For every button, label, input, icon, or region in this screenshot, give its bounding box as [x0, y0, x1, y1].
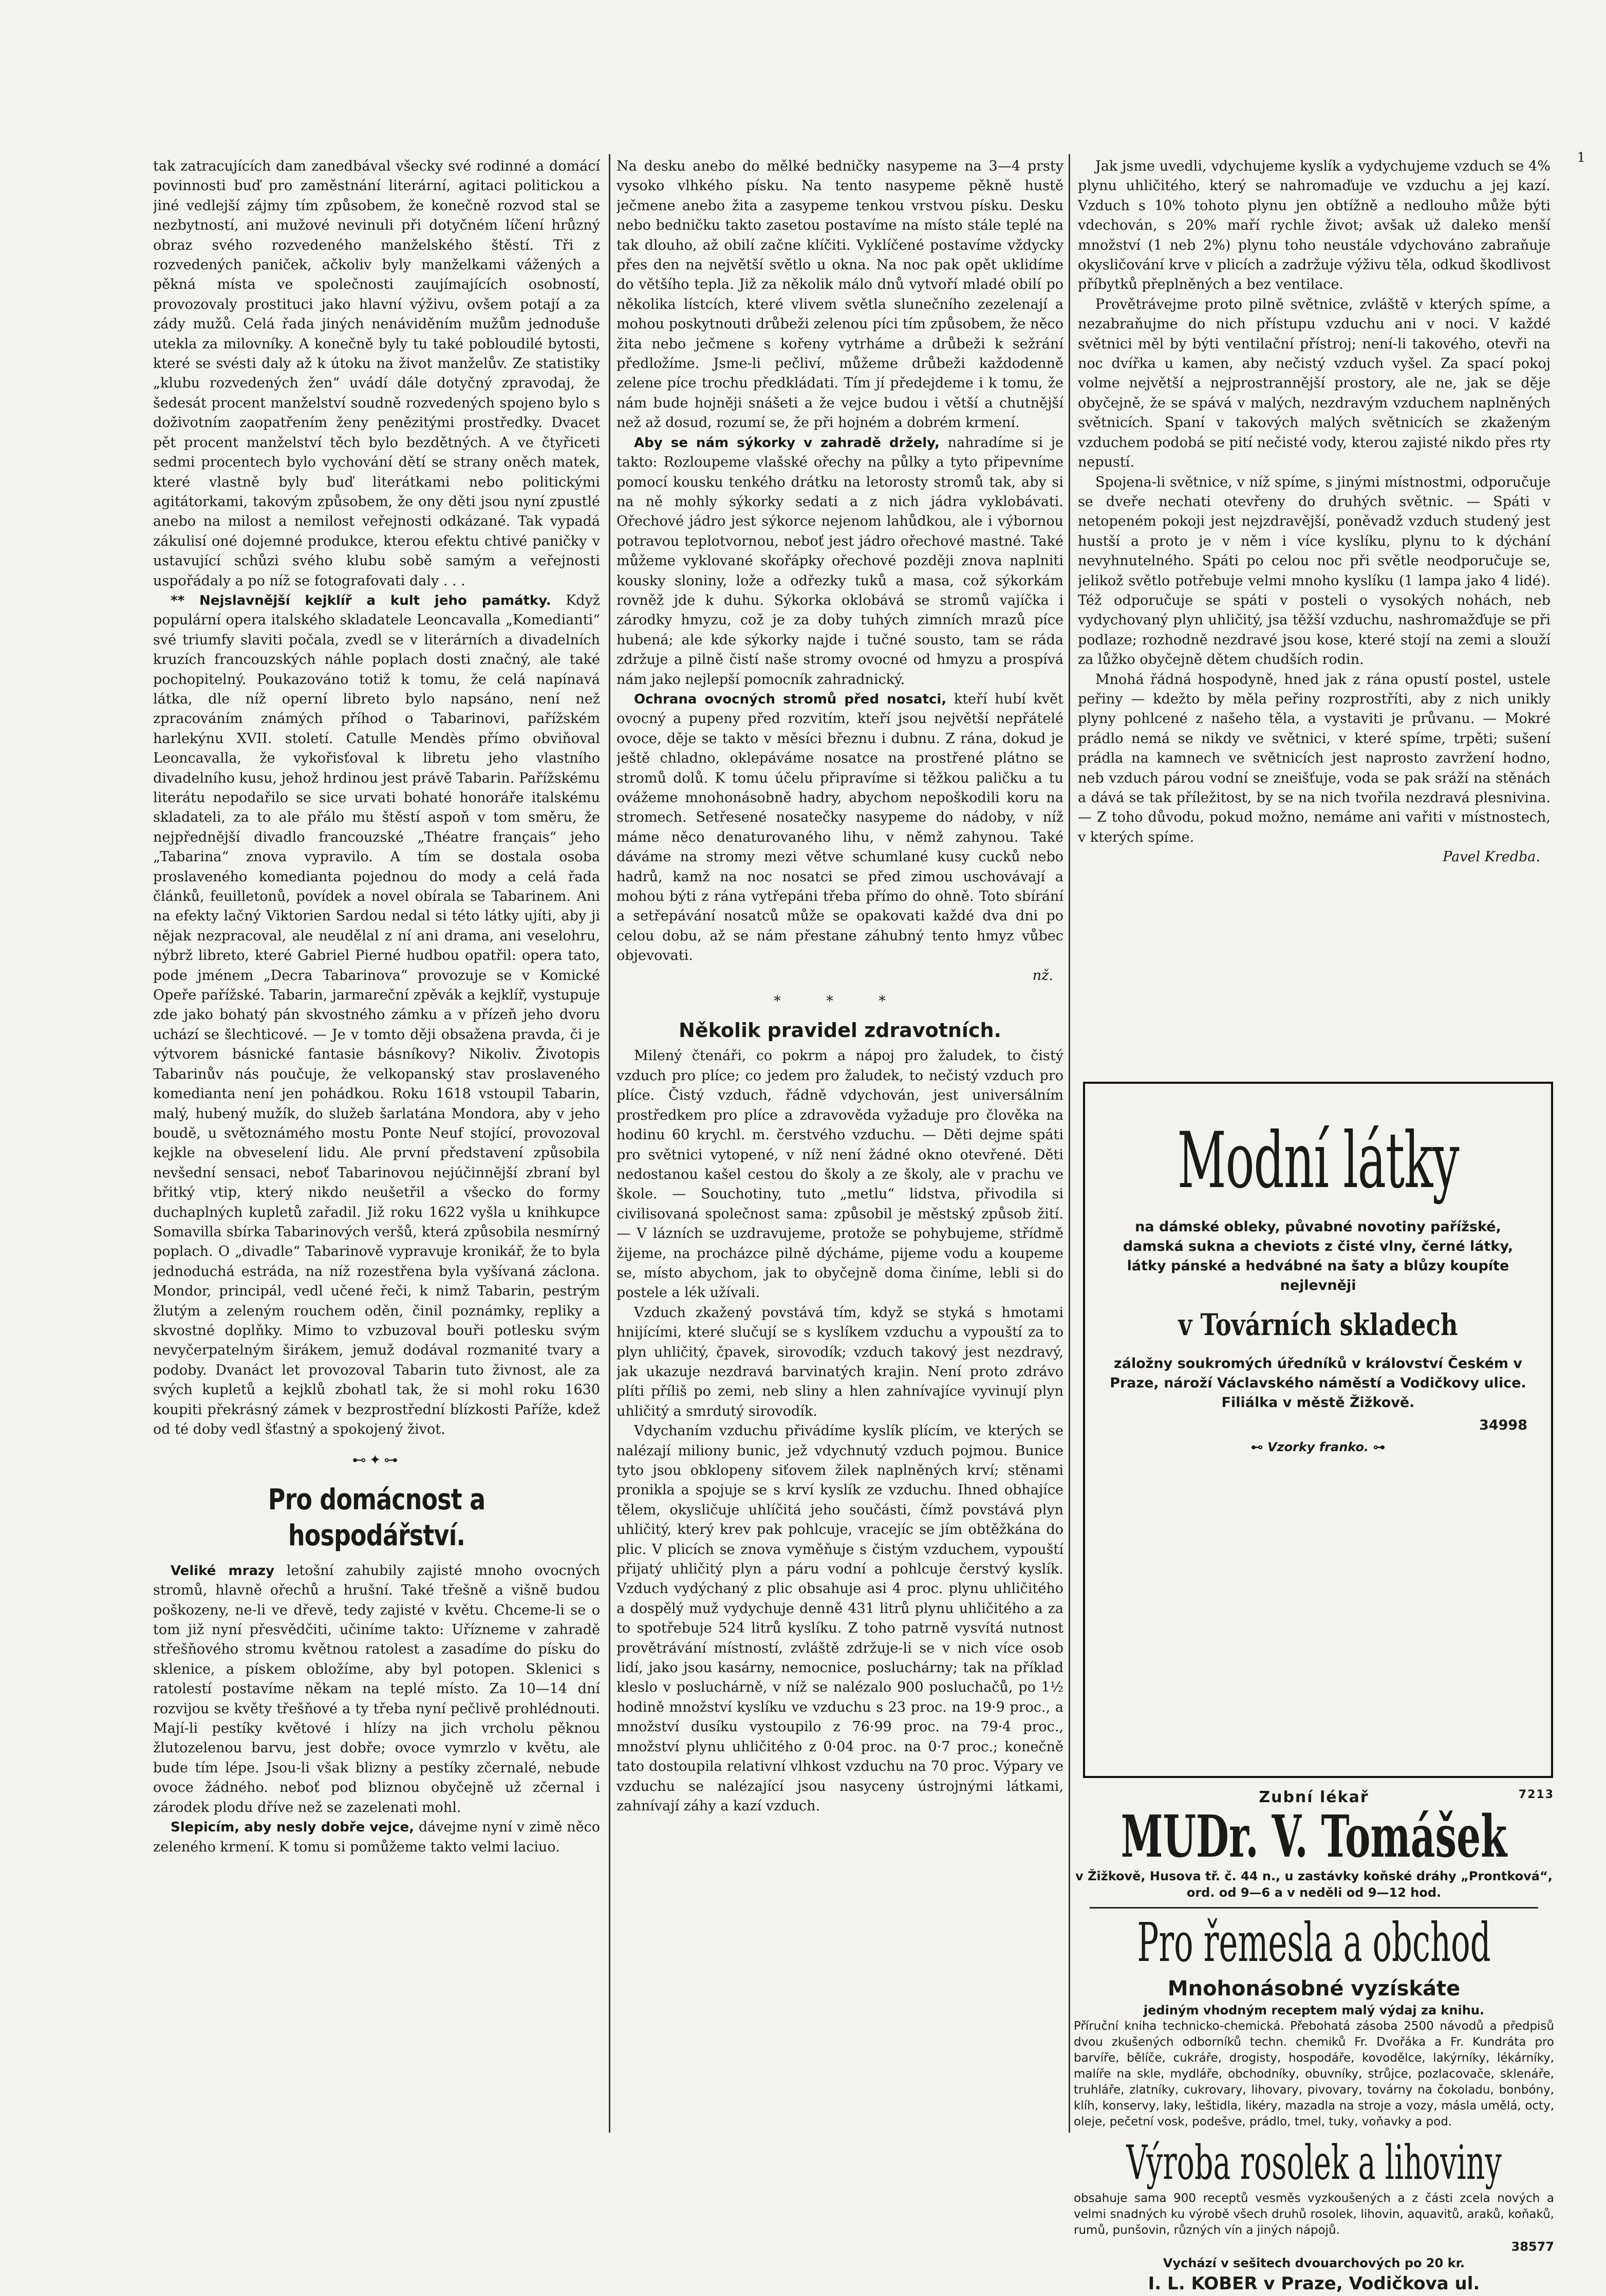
ad-book-intro: jediným vhodným receptem malý výdaj za knihu.	[1143, 2003, 1485, 2017]
article-paragraph: Spojena-li světnice, v níž spíme, s jinými místnostmi, odporučuje se dveře nechati otevřeny do druhých světnic. — Spáti v netopeném pokoji jest nejzdravější, poněvadž vzduch studený jest hustší a proto je v něm i více kyslíku, plynu to k dýchání nevyhnutelného. Spáti po celou noc při světle neodporučuje se, jelikož světlo potřebuje velmi mnoho kyslíku (1 lampa jako 4 lidé). Též odporučuje se spáti v posteli o vysokých nohách, neb vydychovaný plyn uhličitý, jsa těžší vzduchu, nashromažďuje se při podlaze; rozhodně nezdravé jsou kose, které stojí na zemi a slouží za lůžko obyčejně dětem chudších rodin.	[1078, 474, 1551, 668]
advertisement-column	[1074, 1788, 1554, 2296]
article-body: dávejme nyní v zimě něco zeleného krmení. K tomu si pomůžeme takto velmi laciuo.	[153, 1819, 600, 1855]
ad-number: 38577	[1511, 2239, 1554, 2254]
ornament-divider: ⊷✦⊶	[352, 1452, 401, 1469]
article-body: letošní zahubily zajisté mnoho ovocných stromů, hlavně ořechů a hrušní. Také třešně a višně budou poškozeny, ne-li ve dřevě, tedy zajisté v květu. Chceme-li se o tom již nyní přesvědčiti, učiníme takto: Uřízneme v zahradě střešňového stromu květnou ratolest a zasadíme do písku do sklenice, a pískem obložíme, aby byl potopen. Sklenici s ratolestí postavíme někam na teplé místo. Za 10—14 dní rozvijou se květy třešňové a ty třeba nyní pečlivě prohlédnouti. Mají-li pestíky květové i hlízy na jich vrcholu pěknou žlutozelenou barvu, jest dobře; ovoce vymrzlo v květu, ale bude tím lépe. Jsou-li však blizny a pestíky zčernalé, nebude ovoce žádného. neboť pod bliznou obyčejně už zčernal i zárodek plodu dříve než se zazelenati mohl.	[153, 1562, 600, 1816]
article-body: kteří hubí květ ovocný a pupeny před rozvitím, kteří jsou největší nepřátelé ovoce, děje se takto v měsíci březnu i dubnu. Z rána, dokud je ještě chladno, oklepáváme nosatce na prostřené plátno se stromů dolů. K tomu účelu připravíme si těžkou paličku a tu ovážeme mnohonásobně hadry, abychom nepoškodili koru na stromech. Setřesené nosatečky nasypeme do nádoby, v níž máme něco denaturovaného lihu, v němž zahynou. Také dáváme na stromy mezi větve schumlané kusy cucků nebo hadrů, kamž na noc nosatci se před zimou uschovávají a mohou býti z rána vytřepáni třeba přímo do ohně. Toto sbírání a setřepávání nosatců může se opakovati každé dva dni po celou dobu, až se nám přestane záhubný tento hmyz vůbec objevovati.	[617, 691, 1063, 964]
article-title: Několik pravidel zdravotních.	[679, 1019, 1001, 1042]
article-paragraph: Jak jsme uvedli, vdychujeme kyslík a vydychujeme vzduch se 4% plynu uhličitého, který se nahromaďuje ve vzduchu a jej kazí. Vzduch s 10% tohoto plynu jen obtížně a nedlouho může býti vdechován, s 20% maří rychle život; avšak už daleko menší množství (1 neb 2%) plynu toho neustále vdychováno zabraňuje okysličování krve v plicích a zadržuje výživu těla, odkud škodlivost příbytků přeplněných a bez ventilace.	[1078, 158, 1551, 293]
ad-book-subheadline: Mnohonásobné vyzískáte	[1167, 1977, 1461, 2001]
column-rule	[1069, 154, 1070, 2133]
ad-subheadline: v Továrních skladech	[1178, 1307, 1458, 1342]
page-number: 1	[1577, 150, 1585, 165]
ad-dentist-address: v Žižkově, Husova tř. č. 44 n., u zastávky koňské dráhy „Prontková“, ord. od 9—6 a v neděli od 9—12 hod.	[1075, 1869, 1553, 1900]
ad-text: záložny soukromých úředníků v království Českém v Praze, nároží Václavského náměstí a Vodičkovy ulice. Filiálka v městě Žižkově.	[1110, 1356, 1526, 1411]
ad-label-text: Zubní lékař	[1259, 1788, 1369, 1806]
advertisement-fabrics	[1083, 1082, 1553, 1778]
article-paragraph	[153, 1561, 600, 1818]
article-paragraph	[153, 591, 600, 1439]
ad-publisher: I. L. KOBER v Praze, Vodičkova ul.	[1148, 2273, 1480, 2294]
article-lead: Slepicím, aby nesly dobře vejce,	[171, 1820, 414, 1836]
column-2	[617, 157, 1063, 2161]
article-paragraph: Vdychaním vzduchu přivádíme kyslík plícím, ve kterých se nalézají miliony bunic, jež vdychnutý vzduch pojmou. Bunice tyto jsou obklopeny siťovem žilek naplněných krví; stěnami pronikla a spojuje se s krví kyslík ze vzduchu. Ihned obhajíce tělem, okysličuje uhlíčitá jeho součásti, čímž povstává plyn uhličitý, který krev pak pohlcuje, vracejíc se jím obtěžkána do plic. V plicích se znova vyměňuje s čistým vzduchem, vypouští přijatý uhličitý plyn a páru vodní a pohlcuje čerstvý kyslík. Vzduch vydýchaný z plic obsahuje asi 4 proc. plynu uhličitého a dospělý muž vydychuje denně 431 litrů plynu uhličitého a za to spotřebuje 524 litrů kyslíku. Z toho patrně vysvítá nutnost provětrávání místností, zvláště zdržuje-li se v nich více osob lidí, jako jsou kasárny, nemocnice, posluchárny; tak na příklad kleslo v posluchárně, v níž se nalézalo 900 posluchačů, po 1½ hodině množství kyslíku ve vzduchu s 23 proc. na 19·9 proc., a množství dusíku vystoupilo z 76·99 proc. na 79·4 proc., množství plynu uhličitého z 0·04 proc. na 0·7 proc.; konečně tato dostoupila relativní vlhkost vzduchu na 70 proc. Výpary ve vzduchu se nalézající jsou nasyceny ústrojnými látkami, zahnívají záhy a kazí vzduch.	[617, 1423, 1063, 1814]
ad-samples-note: ⊷ Vzorky franko. ⊶	[1250, 1440, 1386, 1454]
column-3	[1078, 157, 1551, 1071]
article-paragraph: Mnohá řádná hospodyně, hned jak z rána opustí postel, ustele peřiny — kdežto by měla peřiny rozprostříti, aby z nich unikly plyny pohlcené z našeho těla, a vystaviti je průvanu. — Mokré prádlo nemá se nikdy ve světnici, v které spíme, trpěti; sušení prádla na kamnech ve světnicích jest naprosto zavržení hodno, neb vzduch párou vodní se zneišťuje, voda se pak sráží na stěnách a dává se tak příležitost, by se na nich tvořila nezdravá plesnivina. — Z toho důvodu, pokud možno, nemáme ani vařiti v místnostech, v kterých spíme.	[1078, 671, 1551, 845]
article-lead: Aby se nám sýkorky v zahradě držely,	[634, 435, 940, 451]
article-paragraph: Na desku anebo do mělké bedničky nasypeme na 3—4 prsty vysoko vlhkého písku. Na tento nasypeme pěkně hustě ječmene anebo žita a zasypeme tenkou vrstvou písku. Desku nebo bedničku takto zasetou postavíme na místo stále teplé na tak dlouho, až obilí začne klíčiti. Vyklíčené postavíme vždycky přes den na největší světlo u okna. Na noc pak opět uklidíme do většího tepla. Již za několik málo dnů vytvoří mladé obilí po několika lístcích, které vlivem světla slunečního zezelenají a mohou poskytnouti drůbeži zelenou píci tím způsobem, že něco žita nebo ječmene s kořeny vytrháme a drůbeži k sežrání předložíme. Jsme-li pečliví, můžeme drůbeži každodenně zelene píce trochu předkládati. Tím jí předejdeme i k tomu, že nám bude hojněji snášeti a že vejce budou i větší a chutnější než až dosud, rozumí se, že při hojném a dobrém krmení.	[617, 158, 1063, 431]
ad-text: na dámské obleky, půvabné novotiny pařížské, damská sukna a cheviots z čisté vlny, černé látky, látky pánské a hedvábné na šaty a blůzy koupíte nejlevněji	[1123, 1219, 1514, 1293]
article-body: nahradíme si je takto: Rozloupeme vlašské ořechy na půlky a tyto připevníme pomocí kousku tenkého drátku na letorosty stromů tak, aby si na ně mohly sýkorky sedati a z nich jádra vyklobávati. Ořechové jádro jest sýkorce nejenom lahůdkou, ale i výbornou potravou teplotvornou, neboť jest jádro ořechové mastné. Také můžeme vyklované skořápky ořechové později znova naplniti kousky sloniny, lože a odřezky tuků a masa, což sýkorkám rovněž jde k duhu. Sýkorka oklobává se stromů vajíčka i zárodky hmyzu, což je za doby tuhých zimních mrazů píce hubená; ale kde sýkorky najde i tučné sousto, tam se ráda zdržuje a pilně čistí naše stromy ovocné od hmyzu a prospívá nám jako nejlepší pomocník zahradnický.	[617, 434, 1063, 688]
ad-number: 34998	[1479, 1417, 1527, 1433]
ad-book-headline-2: Výroba rosolek a lihoviny	[1126, 2135, 1502, 2190]
star-divider: * * *	[774, 993, 906, 1010]
ad-number: 7213	[1518, 1788, 1554, 1801]
ad-price-note: Vychází v sešitech dvouarchových po 20 kr.	[1163, 2256, 1465, 2270]
ad-book-body: Příruční kniha technicko-chemická. Přebohatá zásoba 2500 návodů a předpisů dvou zkušených odborníků techn. chemiků Fr. Dvořáka a Fr. Kundráta pro barvíře, bělíče, cukráře, drogisty, hospodáře, kovodělce, lakýrníky, lékárníky, malíře na skle, mydláře, obchodníky, obuvníky, strůjce, pozlacovače, sklenáře, truhláře, zlatníky, cukrovary, lihovary, pivovary, továrny na čokoladu, bonbóny, klíh, konservy, laky, leštidla, likéry, mazadla na stroje a vozy, másla umělá, octy, oleje, pečetní vosk, podešve, prádlo, tmel, tuky, voňavky a pod.	[1074, 2020, 1554, 2128]
column-1	[153, 157, 600, 2161]
article-paragraph: Provětrávejme proto pilně světnice, zvláště v kterých spíme, a nezabraňujme do nich přístupu vzduchu ani v noci. V každé světnici měl by býti ventilační přístroj; není-li takového, otevři na noc dvířka u kamen, aby nečistý vzduch vyšel. Za spací pokoj volme největší a nejprostrannější prostory, ale ne, jak se děje obyčejně, že se spává v malých, nezdravým vzduchem naplněných světnicích. Spaní v takových malých světnicích se zkaženým vzduchem podobá se pití nečisté vody, kterou zajisté nikdo přes rty nepustí.	[1078, 296, 1551, 471]
author-signature: nž.	[1032, 967, 1053, 984]
article-paragraph	[617, 433, 1063, 690]
article-lead: Ochrana ovocných stromů před nosatci,	[634, 691, 947, 707]
ad-book-headline: Pro řemesla a obchod	[1090, 1907, 1538, 1973]
section-title: Pro domácnost a hospodářství.	[268, 1483, 485, 1552]
ad-dentist-name: MUDr. V. Tomášek	[1121, 1803, 1507, 1871]
article-paragraph	[617, 690, 1063, 966]
article-paragraph: tak zatracujících dam zanedbával všecky své rodinné a domácí povinnosti buď pro zaměstnání literární, agitaci politickou a jiné vedlejší zájmy tím způsobem, že konečně rozvod stal se nezbytností, ani mužové nevinuli při dotyčném líčení hrůzný obraz svého rozvedeného manželského štěstí. Tři z rozvedených paniček, ačkoliv byly manželkami vážených a pěkná místa ve společnosti zaujímajících osobností, provozovaly prostituci jako hlavní výživu, ovšem potají a za zády mužů. Celá řada jiných nenáviděním mužům jednoduše utekla za milovníky. A konečně byly tu také pobloudilé bytosti, které se svésti daly až k útoku na život manželův. Ze statistiky „klubu rozvedených žen“ uvádí dále dotyčný zpravodaj, že šedesát procent manželství soudně rozvedených spojeno bylo s doživotním zaopatřením ženy penězitými prostředky. Dvacet pět procent manželství těch bylo bezdětných. A ve čtyřiceti sedmi procentech bylo vychování dětí se strany oněch matek, které vlastně byly buď literátkami nebo politickými agitátorkami, takovým způsobem, že ony děti jsou nyní zpustlé anebo na milost a nemilost veřejnosti odkázané. Tak vypadá zákulisí oné dojemné produkce, kterou efektu chtivé paničky v ustavující schůzi svého klubu sobě samým a veřejnosti uspořádaly a po níž se fotografovati daly . . .	[153, 158, 600, 589]
article-paragraph: Vzduch zkažený povstává tím, když se styká s hmotami hnijícími, které slučují se s kyslíkem vzduchu a vypouští za to plyn uhličitý, čpavek, sirovodík; vzduch takový jest nezdravý, jak ukazuje nezdravá barvinatých krajin. Není proto zdrávo plíti příliš po zemi, neb sliny a hlen zahnívajíce vyvinují plyn uhličitý a smrdutý sirovodík.	[617, 1304, 1063, 1419]
column-rule	[609, 154, 610, 2133]
author-signature: Pavel Kredba.	[1443, 849, 1540, 865]
article-lead: Veliké mrazy	[171, 1563, 275, 1579]
article-paragraph	[153, 1818, 600, 1857]
ad-book-body-2: obsahuje sama 900 receptů vesměs vyzkoušených a z části zcela nových a velmi snadných ku výrobě všech druhů rosolek, lihovin, aquavitů, araků, koňaků, rumů, punšovin, různých vín a jiných nápojů.	[1074, 2192, 1554, 2237]
article-paragraph: Milený čtenáři, co pokrm a nápoj pro žaludek, to čistý vzduch pro plíce; co jedem pro žaludek, to nečistý vzduch pro plíce. Čistý vzduch, řádně vdychován, jest universálním prostředkem pro plíce a zdravověda vyžaduje pro člověka na hodinu 60 krychl. m. čerstvého vzduchu. — Děti dejme spáti pro světnici vytopené, v níž není žádné okno otevřené. Děti nedostanou kašel cestou do školy a ze školy, ale v prachu ve škole. — Souchotiny, tuto „metlu“ lidstva, přivodila si civilisovaná společnost sama: způsobil je městský způsob žití. — V lázních se uzdravujeme, protože se pohybujeme, střídmě žijeme, na procházce pilně dýcháme, pijeme vodu a koupeme se, místo abychom, jak to obyčejně doma činíme, lebli si do postele a lék užívali.	[617, 1048, 1063, 1301]
article-lead: ** Nejslavnější kejklíř a kult jeho památky.	[171, 592, 551, 608]
ad-headline: Modní látky	[1177, 1116, 1459, 1206]
article-body: Když populární opera italského skladatele Leoncavalla „Komedianti“ své triumfy slaviti počala, zvedl se v literárních a divadelních kruzích francouzských náhle poplach dosti značný, ale také pochopitelný. Poukazováno totiž k tomu, že celá napínavá látka, dle níž operní libreto bylo napsáno, není než zpracováním známých příhod o Tabarinovi, pařížském harlekýnu XVII. století. Catulle Mendès přímo obviňoval Leoncavalla, že vykořisťoval k libretu jeho vlastního divadelního kusu, jehož hrdinou jest právě Tabarin. Pařížskému literátu nepodařilo se sice urvati bohaté honoráře italskému skladateli, za to ale přálo mu štěstí aspoň v tom směru, že nejpřednější divadlo francouzské „Théatre français“ jeho „Tabarina“ znova vypravilo. A tím se dostala osoba proslaveného komedianta pojednou do mody a celá řada článků, feuilletonů, povídek a novel obírala se Tabarinem. Ani na efekty lačný Viktorien Sardou nedal si této látky ujíti, aby ji nějak nezpracoval, ale neudělal z ní ani drama, ani veselohru, nýbrž libreto, které Gabriel Pierné hudbou opatřil: opera tato, pode jménem „Decra Tabarinova“ provozuje se v Komické Opeře pařížské. Tabarin, jarmareční zpěvák a kejklíř, vystupuje zde jako bohatý pán skvostného zámku a v přízeň jeho dvoru uchází se šlechticové. — Je v tomto ději obsažena pravda, či je výtvorem básnické fantasie básníkovy? Nikoliv. Životopis Tabarinův nás poučuje, že velkopanský stav proslaveného komedianta není jen pohádkou. Roku 1618 vstoupil Tabarin, malý, hubený mužík, do služeb šarlatána Mondora, aby v jeho boudě, u světoznámého mostu Ponte Neuf stojící, provozoval kejkle na obveselení lidu. Ale první představení způsobila nevšední sensaci, neboť Tabarinovou nejúčinnější zbraní byl břitký vtip, který nikdo neušetřil a všecko do formy duchaplných kupletů zařadil. Již roku 1622 vyšla u knihkupce Somavilla sbírka Tabarinových veršů, která způsobila nesmírný poplach. O „divadle“ Tabarinově vypravuje kronikář, že to byla jednoduchá estráda, na níž rozestřena byla vyšívaná záclona. Mondor, principál, vedl učené řeči, k nimž Tabarin, pestrým žlutým a zeleným rouchem oděn, činil poznámky, repliky a skvostné doplňky. Mimo to vzbuzoval bouři potlesku svým nevyčerpatelným širákem, jemuž dodával rozmanité tvary a podoby. Dvanáct let provozoval Tabarin tuto živnost, ale za svých kupletů a kejklů zbohatl tak, že si mohl roku 1630 koupiti překrásný zámek v bezprostřední blízkosti Paříže, kdež od té doby vedl šťastný a spokojený život.	[153, 592, 600, 1437]
